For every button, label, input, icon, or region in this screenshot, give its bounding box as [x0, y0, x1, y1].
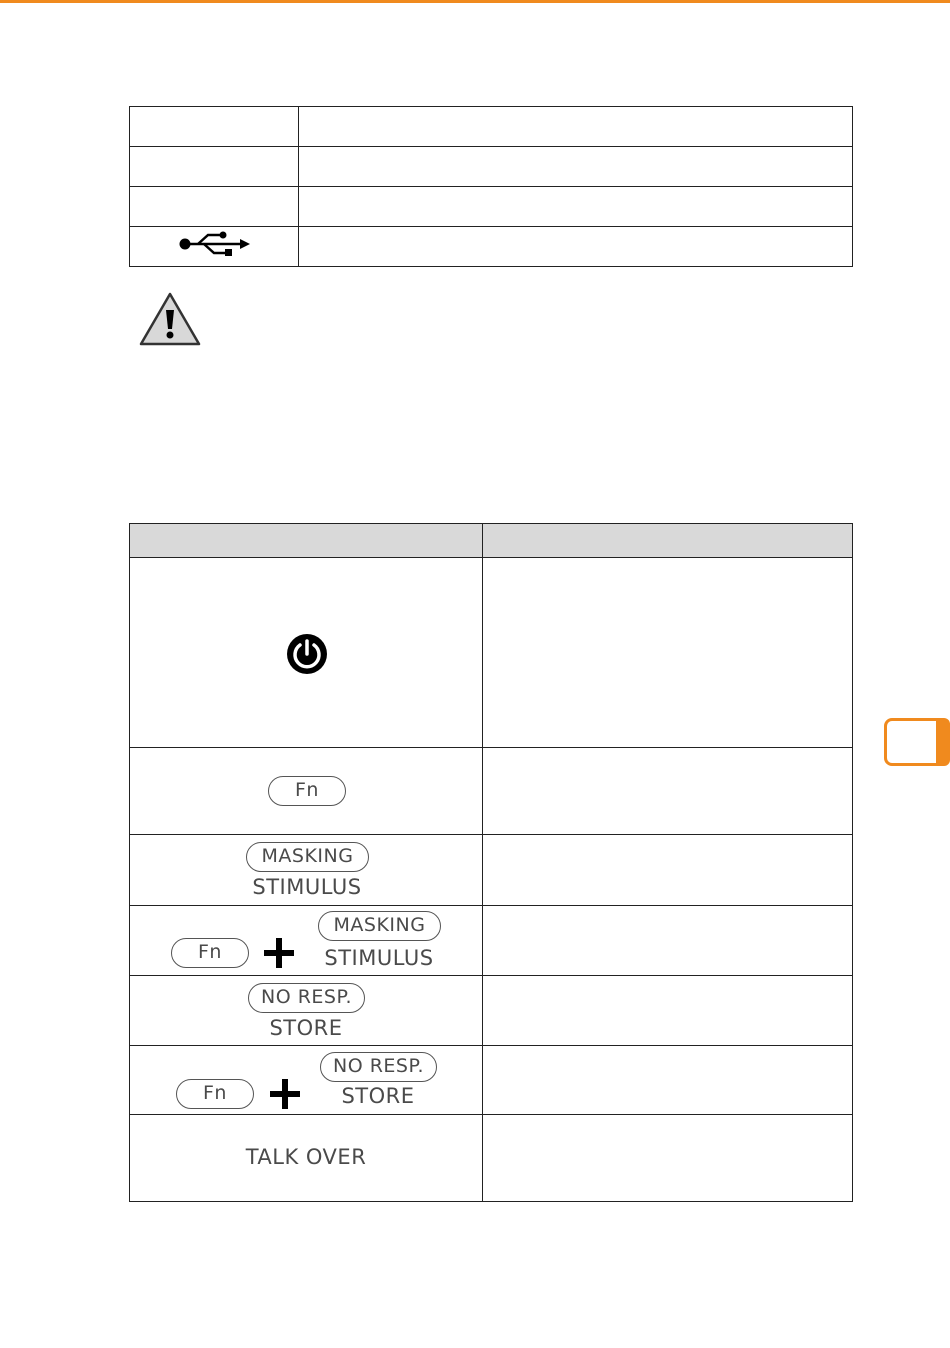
table-header-row — [130, 524, 853, 558]
fn-key: Fn — [268, 776, 346, 806]
symbol-cell — [130, 227, 299, 267]
controls-table — [129, 523, 853, 1202]
symbol-cell — [130, 147, 299, 187]
table-row — [130, 906, 853, 976]
key-cell — [130, 558, 483, 748]
symbol-cell — [130, 107, 299, 147]
header-cell-key — [130, 524, 483, 558]
description-cell — [483, 835, 853, 906]
description-cell — [483, 748, 853, 835]
table-row — [130, 1115, 853, 1202]
header-accent-line — [0, 0, 950, 3]
table-row — [130, 748, 853, 835]
masking-key: MASKING — [318, 911, 441, 941]
key-cell — [130, 906, 483, 976]
key-cell — [130, 976, 483, 1046]
key-cell — [130, 1115, 483, 1202]
stimulus-label: STIMULUS — [324, 946, 434, 970]
description-cell — [483, 906, 853, 976]
key-cell — [130, 1046, 483, 1115]
connections-table — [129, 106, 853, 267]
description-cell — [483, 1115, 853, 1202]
talk-over-key: TALK OVER — [245, 1145, 367, 1169]
symbol-cell — [130, 187, 299, 227]
table-row — [130, 187, 853, 227]
description-cell — [299, 147, 853, 187]
description-cell — [483, 1046, 853, 1115]
description-cell — [299, 187, 853, 227]
store-label: STORE — [341, 1084, 415, 1108]
description-cell — [299, 227, 853, 267]
no-resp-key: NO RESP. — [320, 1052, 437, 1082]
description-cell — [483, 558, 853, 748]
usb-icon — [178, 229, 250, 259]
power-icon — [286, 633, 328, 675]
warning-triangle-icon — [139, 292, 201, 346]
table-row — [130, 147, 853, 187]
masking-key: MASKING — [246, 842, 369, 872]
key-cell — [130, 835, 483, 906]
fn-key: Fn — [176, 1079, 254, 1109]
store-label: STORE — [269, 1016, 343, 1040]
table-row — [130, 558, 853, 748]
stimulus-label: STIMULUS — [252, 875, 362, 899]
header-cell-description — [483, 524, 853, 558]
table-row — [130, 835, 853, 906]
key-cell — [130, 748, 483, 835]
plus-icon — [264, 938, 294, 968]
description-cell — [483, 976, 853, 1046]
table-row — [130, 976, 853, 1046]
table-row — [130, 107, 853, 147]
plus-icon — [270, 1079, 300, 1109]
chapter-tab-edge — [936, 718, 950, 766]
table-row — [130, 227, 853, 267]
no-resp-key: NO RESP. — [248, 983, 365, 1013]
table-row — [130, 1046, 853, 1115]
description-cell — [299, 107, 853, 147]
fn-key: Fn — [171, 938, 249, 968]
